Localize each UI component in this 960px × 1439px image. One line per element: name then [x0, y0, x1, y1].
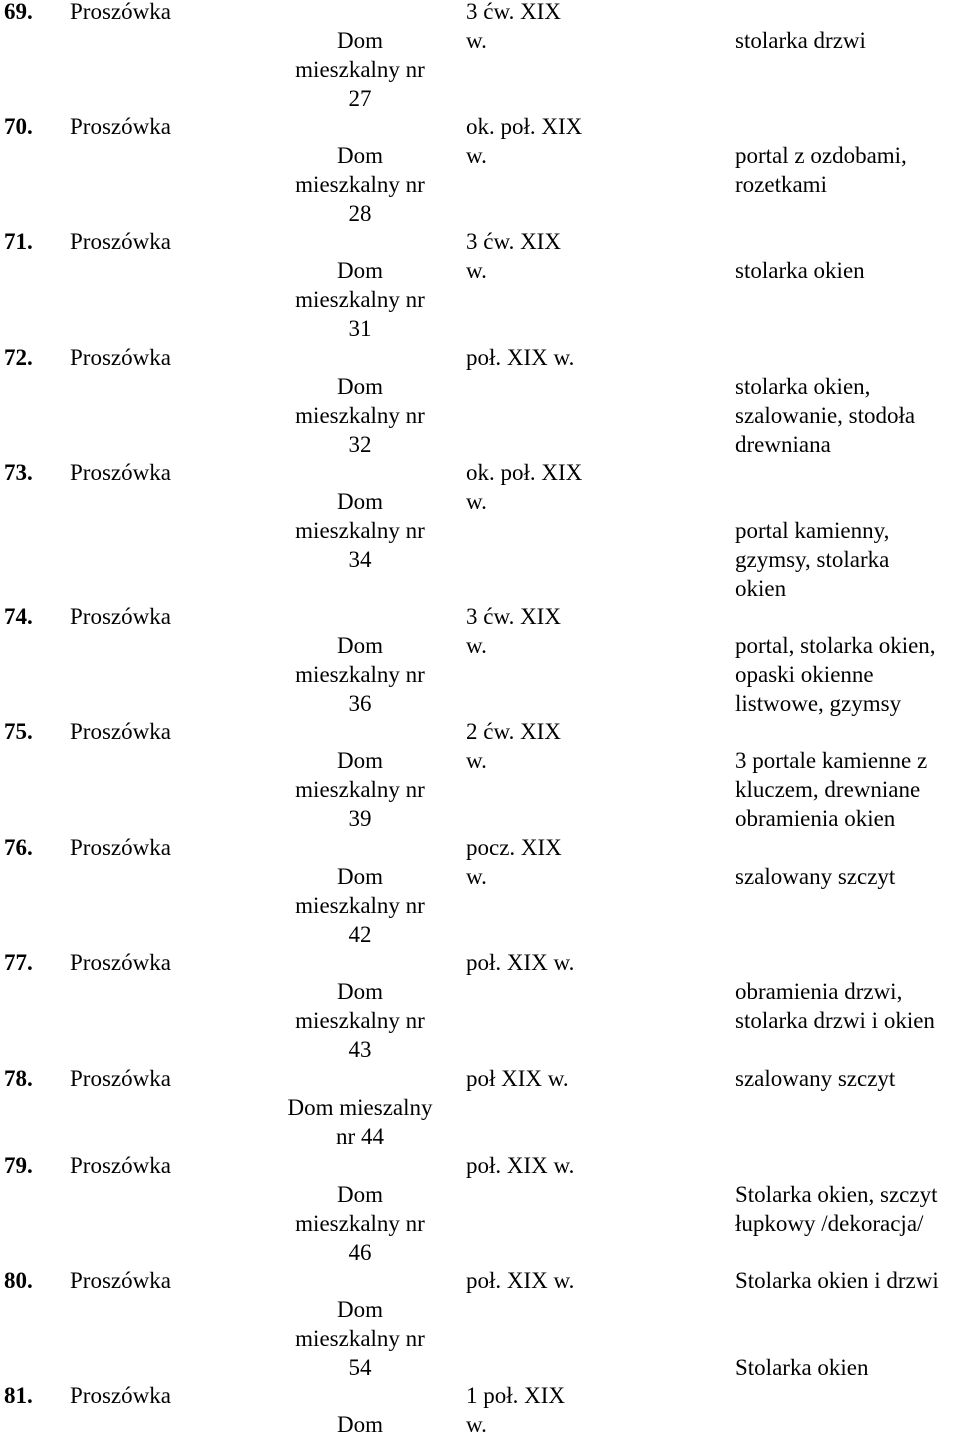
row-number: 76.: [4, 835, 33, 860]
object-name: Dom mieszkalny nr 27: [295, 28, 425, 111]
object-name: Dom mieszkalny nr 32: [295, 374, 425, 457]
object-name: Dom mieszkalny nr 54: [295, 1297, 425, 1380]
dating: poł XIX w.: [466, 1066, 569, 1091]
object-name: Dom mieszkalny nr 39: [295, 748, 425, 831]
dating: pocz. XIX w.: [466, 835, 562, 889]
dating: poł. XIX w.: [466, 345, 575, 370]
dating: 3 ćw. XIX w.: [466, 604, 561, 658]
dating: poł. XIX w.: [466, 1153, 575, 1178]
row-number: 81.: [4, 1383, 33, 1408]
description: szalowany szczyt: [735, 1066, 896, 1091]
dating: 2 ćw. XIX w.: [466, 719, 561, 773]
description: Stolarka okien, szczyt łupkowy /dekoracja/: [735, 1182, 938, 1236]
location: Proszówka: [70, 345, 171, 370]
location: Proszówka: [70, 1066, 171, 1091]
location: Proszówka: [70, 460, 171, 485]
row-number: 80.: [4, 1268, 33, 1293]
description: szalowany szczyt: [735, 864, 896, 889]
description: stolarka okien: [735, 258, 865, 283]
dating: 3 ćw. XIX w.: [466, 0, 561, 53]
row-number: 69.: [4, 0, 33, 24]
row-number: 77.: [4, 950, 33, 975]
object-name: Dom mieszalny nr 44: [287, 1095, 433, 1149]
location: Proszówka: [70, 604, 171, 629]
location: Proszówka: [70, 835, 171, 860]
location: Proszówka: [70, 719, 171, 744]
dating: ok. poł. XIX w.: [466, 114, 583, 168]
row-number: 70.: [4, 114, 33, 139]
description: portal kamienny, gzymsy, stolarka okien: [735, 518, 890, 601]
object-name: Dom mieszkalny nr 34: [295, 489, 425, 572]
location: Proszówka: [70, 1153, 171, 1178]
description: 3 portale kamienne z kluczem, drewniane obramienia okien: [735, 748, 928, 831]
location: Proszówka: [70, 1268, 171, 1293]
row-number: 71.: [4, 229, 33, 254]
dating: 3 ćw. XIX w.: [466, 229, 561, 283]
object-name: Dom mieszkalny nr 46: [295, 1182, 425, 1265]
description: portal z ozdobami, rozetkami: [735, 143, 907, 197]
location: Proszówka: [70, 0, 171, 24]
dating: 1 poł. XIX w.: [466, 1383, 566, 1437]
object-name: Dom mieszkalny nr 36: [295, 633, 425, 716]
location: Proszówka: [70, 1383, 171, 1408]
description: stolarka okien, szalowanie, stodoła drewniana: [735, 374, 916, 457]
object-name: Dom: [337, 1412, 383, 1437]
object-name: Dom mieszkalny nr 42: [295, 864, 425, 947]
row-number: 75.: [4, 719, 33, 744]
dating: ok. poł. XIX w.: [466, 460, 583, 514]
location: Proszówka: [70, 950, 171, 975]
dating: poł. XIX w.: [466, 950, 575, 975]
description: Stolarka okien i drzwi Stolarka okien: [735, 1268, 939, 1380]
row-number: 79.: [4, 1153, 33, 1178]
description: stolarka drzwi: [735, 28, 866, 53]
row-number: 73.: [4, 460, 33, 485]
description: portal, stolarka okien, opaski okienne listwowe, gzymsy: [735, 633, 936, 716]
dating: poł. XIX w.: [466, 1268, 575, 1293]
location: Proszówka: [70, 229, 171, 254]
row-number: 72.: [4, 345, 33, 370]
description: obramienia drzwi, stolarka drzwi i okien: [735, 979, 935, 1033]
row-number: 74.: [4, 604, 33, 629]
object-name: Dom mieszkalny nr 31: [295, 258, 425, 341]
row-number: 78.: [4, 1066, 33, 1091]
location: Proszówka: [70, 114, 171, 139]
object-name: Dom mieszkalny nr 43: [295, 979, 425, 1062]
object-name: Dom mieszkalny nr 28: [295, 143, 425, 226]
